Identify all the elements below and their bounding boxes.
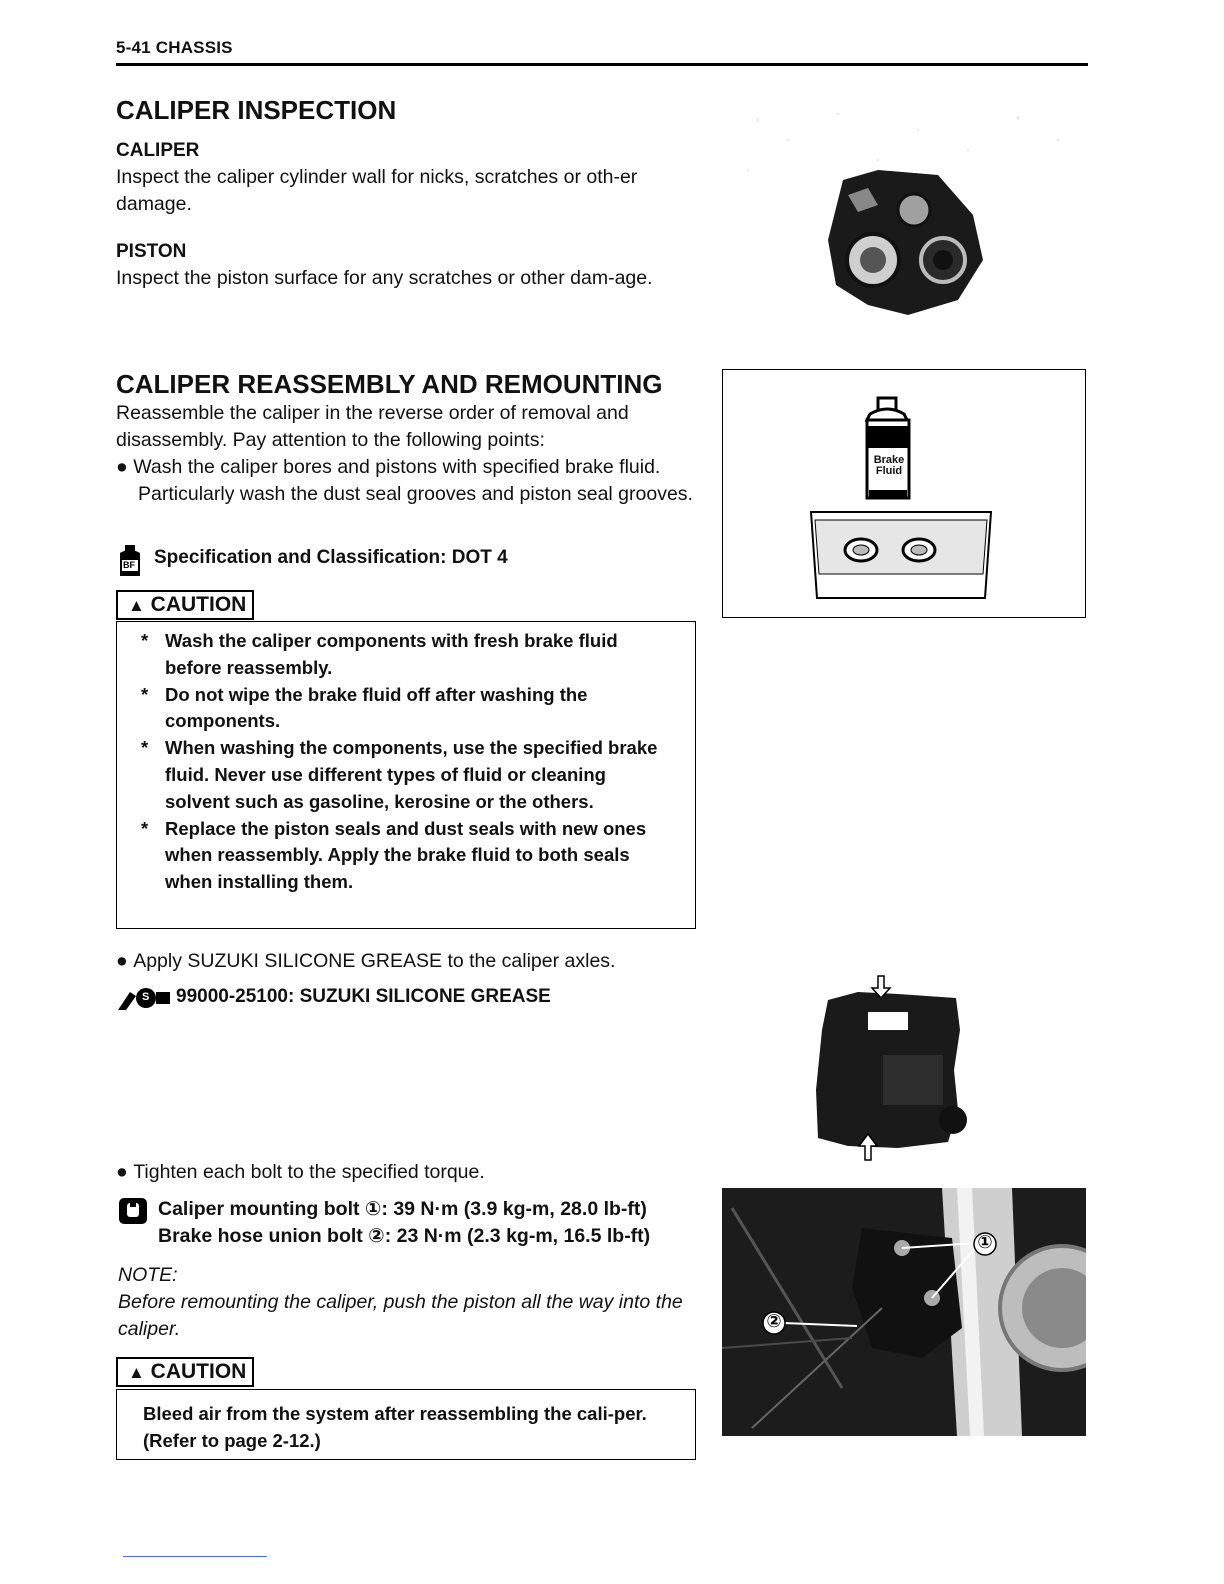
caution-box-2 — [116, 1389, 696, 1460]
spec-text: Specification and Classification: DOT 4 — [154, 547, 508, 568]
caution-box-1 — [116, 621, 696, 929]
header-rule — [116, 63, 1088, 66]
caution2-text: Bleed air from the system after reassembling the cali-per. (Refer to page 2-12.) — [143, 1403, 647, 1451]
bottle-label: Brake Fluid — [873, 454, 905, 477]
grease-text: 99000-25100: SUZUKI SILICONE GREASE — [176, 986, 551, 1007]
piston-text: Inspect the piston surface for any scratches or other dam-age. — [116, 267, 653, 289]
torque-hose-bolt: Brake hose union bolt ②: 23 N·m (2.3 kg-m, 16.5 lb-ft) — [158, 1225, 651, 1247]
grease-line — [116, 984, 716, 1014]
callout-2: ② — [766, 1311, 782, 1331]
brake-fluid-bottle-icon — [867, 398, 909, 498]
piston-heading: PISTON — [116, 241, 187, 262]
caution-tag-2 — [116, 1357, 254, 1387]
reassembly-intro: Reassemble the caliper in the reverse order of removal and disassembly. Pay attention to the following points: — [116, 402, 629, 451]
bullet-wash-text: Wash the caliper bores and pistons with specified brake fluid. Particularly wash the dust seal grooves and piston seal grooves. — [133, 456, 693, 505]
warning-triangle-icon: ▲ — [128, 1363, 145, 1382]
footer-link-line — [123, 1556, 267, 1557]
torque-caliper-bolt: Caliper mounting bolt ①: 39 N·m (3.9 kg-m, 28.0 lb-ft) — [158, 1198, 647, 1220]
caution-tag-1 — [116, 590, 254, 620]
caliper-heading: CALIPER — [116, 140, 200, 161]
spec-line — [116, 544, 508, 574]
caution-label-2: CAUTION — [150, 1360, 247, 1383]
callout-1: ① — [977, 1232, 993, 1252]
bullet-torque-text: Tighten each bolt to the specified torque. — [133, 1161, 485, 1183]
bullet-grease — [116, 948, 723, 975]
grease-icon-label: S — [142, 991, 150, 1003]
torque-wrench-icon — [118, 1197, 148, 1230]
bullet-grease-text: Apply SUZUKI SILICONE GREASE to the caliper axles. — [133, 950, 616, 972]
caution-item: * Do not wipe the brake fluid off after washing the components. — [141, 683, 588, 732]
bullet-dot: ● — [116, 950, 134, 972]
caliper-text: Inspect the caliper cylinder wall for nicks, scratches or oth-er damage. — [116, 166, 638, 215]
caliper-photo — [718, 100, 1088, 340]
caution-item: * Wash the caliper components with fresh brake fluid before reassembly. — [141, 630, 618, 678]
bullet-wash — [116, 454, 723, 508]
brake-fluid-figure — [722, 369, 1086, 618]
section-title-inspection: CALIPER INSPECTION — [116, 95, 397, 125]
caution-item: * Replace the piston seals and dust seals with new ones when reassembly. Apply the brake fluid to both seals when installing them. — [141, 817, 647, 893]
bullet-dot: ● — [116, 456, 134, 478]
bullet-dot: ● — [116, 1161, 134, 1183]
spec-icon-label: BF — [123, 560, 135, 570]
caution-item: * When washing the components, use the specified brake fluid. Never use different types of fluid or cleaning solvent such as gasoline, kerosine or the others. — [141, 737, 658, 812]
page-header: 5-41 CHASSIS — [116, 38, 233, 57]
warning-triangle-icon: ▲ — [128, 596, 145, 615]
note-label: NOTE: — [118, 1264, 178, 1286]
caution-label-1: CAUTION — [150, 593, 247, 616]
bullet-torque — [116, 1159, 723, 1186]
note-text: Before remounting the caliper, push the piston all the way into the caliper. — [118, 1291, 683, 1340]
caliper-axle-photo — [808, 970, 968, 1162]
installed-caliper-photo — [722, 1188, 1086, 1436]
section-title-reassembly: CALIPER REASSEMBLY AND REMOUNTING — [116, 369, 663, 399]
